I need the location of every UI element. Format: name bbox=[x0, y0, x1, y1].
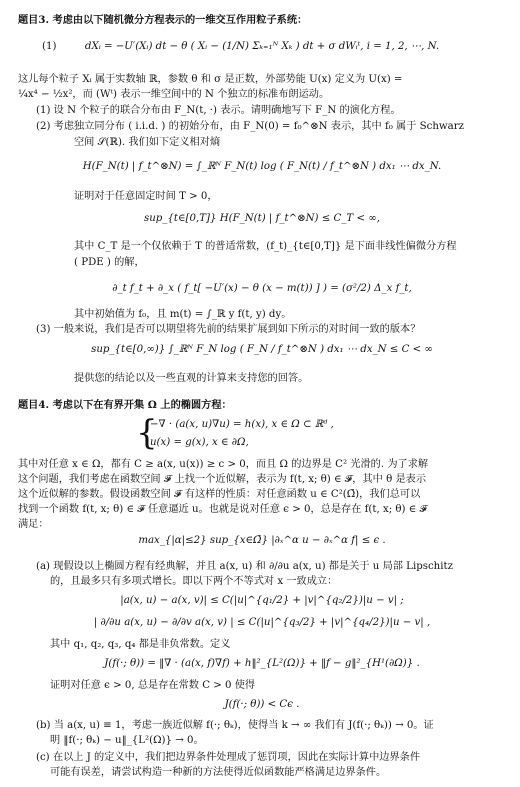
equation-loss-J: J(f(·; θ)) = ‖∇ · (a(x, f)∇f) + h‖²_{L²(Ω)} + ‖f − g‖²_{H¹(∂Ω)} . bbox=[104, 658, 420, 669]
problem4-para-line4: 找到一个函数 f(t, x; θ) ∈ 𝓕 任意逼近 u。也就是说对任意 ϵ > 0，总是存在 f(t, x; θ) ∈ 𝓕 bbox=[18, 504, 428, 515]
question-3-2-line1: (2) 考虑独立同分布 ( i.i.d. ) 的初始分布，由 F_N(0) = f₀^⊗N 表示，其中 f₀ 属于 Schwarz bbox=[36, 121, 464, 132]
question-4a-prove: 证明对任意 ϵ > 0, 总是存在常数 C > 0 使得 bbox=[50, 680, 256, 691]
question-3-2-where-line1: 其中 C_T 是一个仅依赖于 T 的普适常数，(f_t)_{t∈[0,T]} 是下面非线性偏微分方程 bbox=[74, 241, 457, 252]
question-4a-where: 其中 q₁, q₂, q₃, q₄ 都是非负常数。定义 bbox=[50, 639, 231, 650]
question-4b-line1: (b) 当 a(x, u) ≡ 1，考虑一族近似解 f(·; θₖ)，使得当 k → ∞ 我们有 J(f(·; θₖ)) → 0。证 bbox=[36, 720, 434, 731]
equation-approximation: max_{|α|≤2} sup_{x∈Ω̄} |∂ₓ^α u − ∂ₓ^α f| ≤ ϵ . bbox=[138, 535, 386, 546]
equation-lipschitz-2: | ∂/∂u a(x, u) − ∂/∂v a(x, v) | ≤ C(|u|^{q₃/2} + |v|^{q₄/2})|u − v| , bbox=[93, 617, 431, 628]
problem4-heading: 题目4. 考虑以下在有界开集 Ω 上的椭圆方程： bbox=[18, 399, 232, 411]
equation-nonlinear-pde: ∂_t f_t + ∂_x ( f_t[ −U′(x) − θ (x − m(t)) ] ) = (σ²/2) Δ_x f_t, bbox=[112, 283, 412, 294]
problem3-heading: 题目3. 考虑由以下随机微分方程表示的一维交互作用粒子系统： bbox=[18, 14, 308, 26]
question-3-1: (1) 设 N 个粒子的联合分布由 F_N(t, ·) 表示。请明确地写下 F_N 的演化方程。 bbox=[36, 105, 401, 116]
problem3-intro-line2: ¼x⁴ − ½x²，而 (Wᵗ) 表示一维空间中的 N 个独立的标准布朗运动。 bbox=[18, 89, 330, 100]
question-3-2-prove: 证明对于任意固定时间 T > 0， bbox=[74, 191, 218, 202]
system-brace: { bbox=[136, 413, 158, 453]
system-equation-1: −∇ · (a(x, u)∇u) = h(x), x ∈ Ω ⊂ ℝᵈ , bbox=[150, 419, 334, 430]
problem4-para-line5: 满足： bbox=[18, 519, 49, 530]
question-4c-line2: 可能有误差，请尝试构造一种新的方法使得近似函数能严格满足边界条件。 bbox=[50, 767, 387, 778]
problem3-intro-line1: 这儿每个粒子 Xᵢ 属于实数轴 ℝ，参数 θ 和 σ 是正数，外部势能 U(x) 定义为 U(x) = bbox=[18, 74, 403, 85]
question-4a-line1: (a) 现假设以上椭圆方程有经典解，并且 a(x, u) 和 ∂/∂u a(x, u) 都是关于 u 局部 Lipschitz bbox=[36, 561, 453, 572]
question-3-3-line1: (3) 一般来说，我们是否可以期望将先前的结果扩展到如下所示的对时间一致的版本？ bbox=[36, 324, 421, 335]
question-3-2-where-line2: ( PDE ) 的解， bbox=[74, 257, 145, 268]
equation-uniform-in-time: sup_{t∈[0,∞)} ∫_ℝᴺ F_N log ( F_N / f_t^⊗N ) dx₁ ⋯ dx_N ≤ C < ∞ bbox=[91, 344, 433, 355]
question-3-3-line2: 提供您的结论以及一些直观的计算来支持您的回答。 bbox=[74, 373, 309, 384]
equation-sde bbox=[18, 40, 506, 55]
problem4-para-line2: 这个问题，我们考虑在函数空间 𝓕 上找一个近似解，表示为 f(t, x; θ) ∈ 𝓕，其中 θ 是表示 bbox=[18, 474, 427, 485]
equation-lipschitz-1: |a(x, u) − a(x, v)| ≤ C(|u|^{q₁/2} + |v|^{q₂/2})|u − v| ; bbox=[120, 595, 404, 606]
equation-sup-entropy: sup_{t∈[0,T]} H(F_N(t) | f_t^⊗N) ≤ C_T < ∞, bbox=[144, 213, 380, 224]
system-equation-2: u(x) = g(x), x ∈ ∂Ω, bbox=[150, 437, 249, 448]
equation-relative-entropy: H(F_N(t) | f_t^⊗N) = ∫_ℝᴺ F_N(t) log ( F_N(t) / f_t^⊗N ) dx₁ ⋯ dx_N. bbox=[82, 161, 442, 172]
question-4a-line2: 的，且最多只有多项式增长。即以下两个不等式对 x 一致成立： bbox=[50, 576, 338, 587]
question-4b-line2: 明 ‖f(·; θₖ) − u‖_{L²(Ω)} → 0。 bbox=[50, 735, 204, 746]
problem4-para-line3: 这个近似解的参数。假设函数空间 𝓕 有这样的性质：对任意函数 u ∈ C²(Ω̄)，我们总可以 bbox=[18, 489, 421, 500]
problem4-para-line1: 其中对任意 x ∈ Ω，都有 C ≥ a(x, u(x)) ≥ c > 0，而且 Ω 的边界是 C² 光滑的. 为了求解 bbox=[18, 459, 429, 470]
question-3-2-line2: 空间 𝒮(ℝ). 我们如下定义相对熵 bbox=[74, 137, 221, 148]
equation-sde-body: dXᵢ = −U′(Xᵢ) dt − θ ( Xᵢ − (1/N) Σₖ₌₁ᴺ Xₖ ) dt + σ dWᵢᵗ, i = 1, 2, ⋯, N. bbox=[84, 41, 440, 52]
question-4c-line1: (c) 在以上 J 的定义中，我们把边界条件处理成了惩罚项，因此在实际计算中边界条件 bbox=[36, 752, 421, 763]
question-3-2-initial: 其中初始值为 f₀，且 m(t) = ∫_ℝ y f(t, y) dy。 bbox=[74, 309, 292, 320]
equation-label: (1) bbox=[42, 41, 57, 52]
equation-J-bound: J(f(·; θ)) < Cϵ . bbox=[224, 699, 300, 710]
